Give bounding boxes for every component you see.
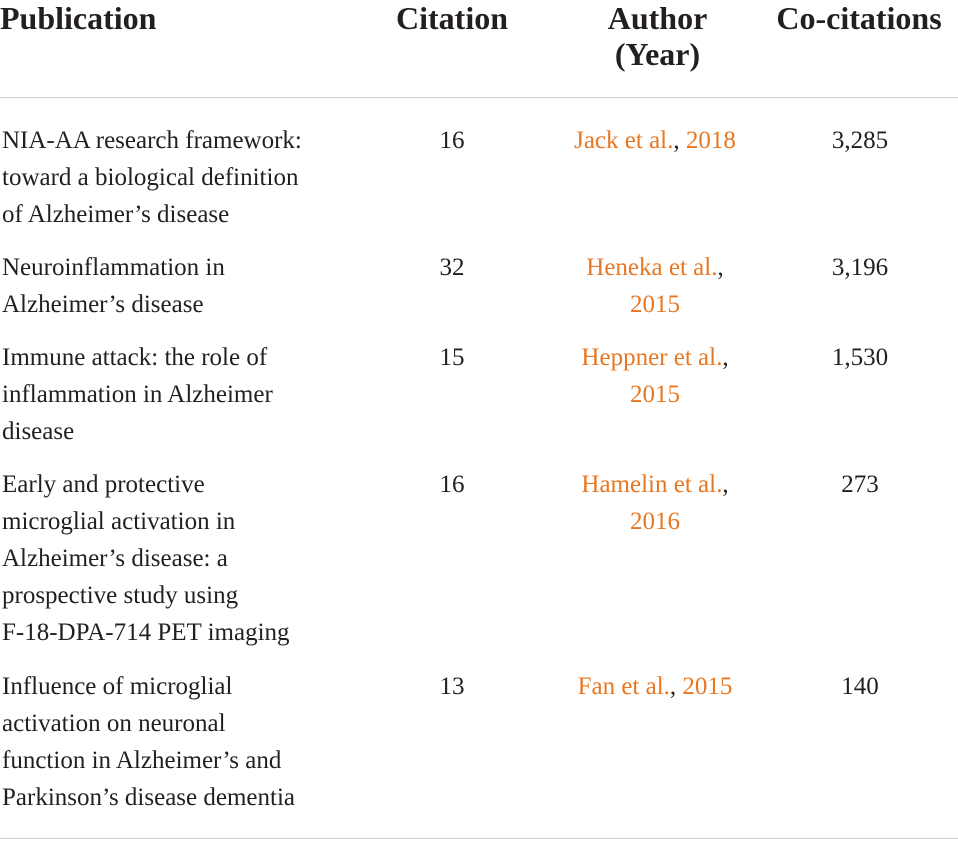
author-year-cell bbox=[555, 122, 755, 159]
reference-link[interactable]: 2015 bbox=[682, 673, 733, 700]
author-line bbox=[555, 286, 755, 323]
separator-text: , bbox=[717, 254, 724, 281]
separator-text: , bbox=[669, 673, 683, 700]
publication-cell bbox=[2, 249, 362, 323]
publication-cell bbox=[2, 668, 362, 816]
author-line bbox=[555, 503, 755, 540]
author-line bbox=[555, 249, 755, 286]
citation-cell: 13 bbox=[439, 673, 465, 700]
publication-cell bbox=[2, 466, 362, 651]
header-author-line2: (Year) bbox=[614, 36, 701, 72]
header-author-year bbox=[560, 0, 755, 72]
publication-cell bbox=[2, 122, 362, 233]
table-header bbox=[0, 0, 958, 98]
reference-link[interactable]: 2016 bbox=[630, 508, 680, 535]
author-year-cell bbox=[555, 249, 755, 323]
citation-cell: 15 bbox=[439, 344, 465, 371]
publication-line: of Alzheimer’s disease bbox=[2, 201, 230, 228]
publication-line: Alzheimer’s disease bbox=[2, 291, 204, 318]
publication-line: F-18-DPA-714 PET imaging bbox=[2, 619, 290, 646]
author-year-cell bbox=[555, 466, 755, 540]
publication-line: Immune attack: the role of bbox=[2, 344, 268, 371]
reference-link[interactable]: Heppner et al. bbox=[581, 344, 723, 371]
publication-line: toward a biological definition bbox=[2, 164, 299, 191]
header-publication: Publication bbox=[0, 0, 157, 36]
table-bottom-rule bbox=[0, 838, 958, 839]
cocitations-cell: 1,530 bbox=[831, 344, 889, 371]
citation-cell: 16 bbox=[439, 471, 465, 498]
separator-text: , bbox=[673, 127, 686, 154]
cocitations-cell: 273 bbox=[841, 471, 879, 498]
publication-line: disease bbox=[2, 418, 75, 445]
author-line bbox=[555, 122, 755, 159]
separator-text: , bbox=[722, 471, 729, 498]
cocitations-cell: 140 bbox=[841, 673, 879, 700]
cocitations-cell: 3,285 bbox=[831, 127, 889, 154]
reference-link[interactable]: Jack et al. bbox=[574, 127, 674, 154]
header-author-line1: Author bbox=[607, 0, 708, 36]
citation-cell: 32 bbox=[439, 254, 465, 281]
publication-line: activation on neuronal bbox=[2, 710, 226, 737]
publication-line: Alzheimer’s disease: a bbox=[2, 545, 228, 572]
author-line bbox=[555, 376, 755, 413]
publication-line: microglial activation in bbox=[2, 508, 236, 535]
publication-line: Early and protective bbox=[2, 471, 205, 498]
reference-link[interactable]: Fan et al. bbox=[577, 673, 670, 700]
reference-link[interactable]: 2015 bbox=[630, 291, 680, 318]
publication-line: function in Alzheimer’s and bbox=[2, 747, 282, 774]
publication-line: prospective study using bbox=[2, 582, 239, 609]
separator-text: , bbox=[722, 344, 729, 371]
author-year-cell bbox=[555, 339, 755, 413]
reference-link[interactable]: Heneka et al. bbox=[586, 254, 718, 281]
author-line bbox=[555, 339, 755, 376]
author-year-cell bbox=[555, 668, 755, 705]
author-line bbox=[555, 668, 755, 705]
header-citation: Citation bbox=[396, 0, 508, 36]
publication-line: NIA-AA research framework: bbox=[2, 127, 302, 154]
author-line bbox=[555, 466, 755, 503]
publication-line: Parkinson’s disease dementia bbox=[2, 784, 295, 811]
publication-cell bbox=[2, 339, 362, 450]
cocitations-cell: 3,196 bbox=[831, 254, 889, 281]
citation-cell: 16 bbox=[439, 127, 465, 154]
reference-link[interactable]: 2015 bbox=[630, 381, 680, 408]
publication-line: Influence of microglial bbox=[2, 673, 233, 700]
header-cocitations: Co-citations bbox=[776, 0, 942, 36]
publication-line: Neuroinflammation in bbox=[2, 254, 225, 281]
publication-line: inflammation in Alzheimer bbox=[2, 381, 273, 408]
reference-link[interactable]: 2018 bbox=[685, 127, 736, 154]
reference-link[interactable]: Hamelin et al. bbox=[581, 471, 723, 498]
